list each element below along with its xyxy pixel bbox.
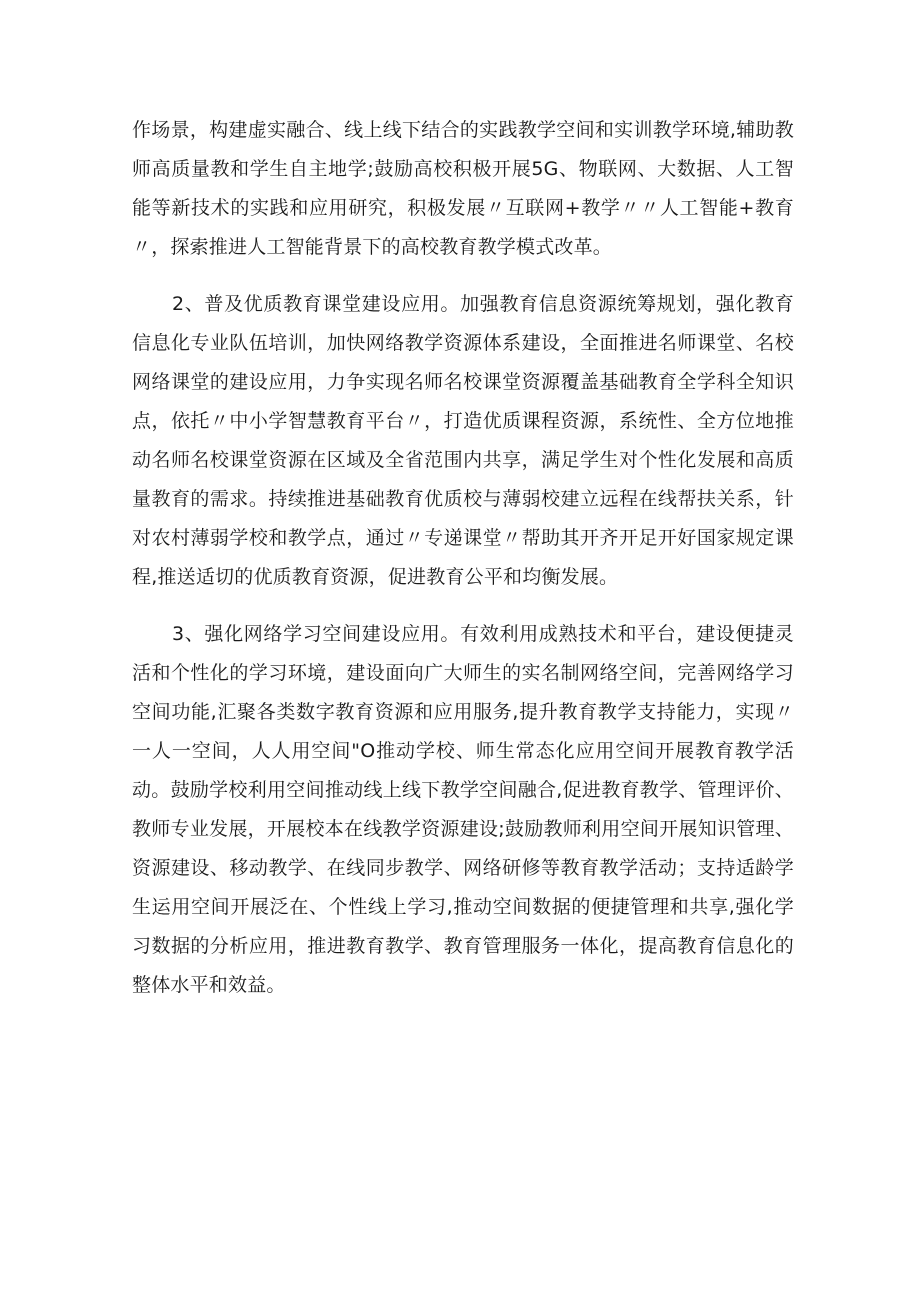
paragraph-section-3: 3、强化网络学习空间建设应用。有效利用成熟技术和平台，建设便捷灵活和个性化的学习环境，建设面向广大师生的实名制网络空间，完善网络学习空间功能,汇聚各类数字教育资源和应用服务,提升教育教学支持能力，实现〃一人一空间，人人用空间"O推动学校、师生常态化应用空间开展教育教学活动。鼓励学校利用空间推动线上线下教学空间融合,促进教育教学、管理评价、教师专业发展，开展校本在线教学资源建设;鼓励教师利用空间开展知识管理、资源建设、移动教学、在线同步教学、网络研修等教育教学活动；支持适龄学生运用空间开展泛在、个性线上学习,推动空间数据的便捷管理和共享,强化学习数据的分析应用，推进教育教学、教育管理服务一体化，提高教育信息化的整体水平和效益。 bbox=[132, 623, 794, 996]
paragraph-section-2: 2、普及优质教育课堂建设应用。加强教育信息资源统筹规划，强化教育信息化专业队伍培训，加快网络教学资源体系建设，全面推进名师课堂、名校网络课堂的建设应用，力争实现名师名校课堂资源覆盖基础教育全学科全知识点，依托〃中小学智慧教育平台〃，打造优质课程资源，系统性、全方位地推动名师名校课堂资源在区域及全省范围内共享，满足学生对个性化发展和高质量教育的需求。持续推进基础教育优质校与薄弱校建立远程在线帮扶关系，针对农村薄弱学校和教学点，通过〃专递课堂〃帮助其开齐开足开好国家规定课程,推送适切的优质教育资源，促进教育公平和均衡发展。 bbox=[132, 293, 794, 588]
document-body bbox=[132, 111, 794, 1005]
paragraph-continuation: 作场景，构建虚实融合、线上线下结合的实践教学空间和实训教学环境,辅助教师高质量教和学生自主地学;鼓励高校积极开展5G、物联网、大数据、人工智能等新技术的实践和应用研究，积极发展〃互联网+教学〃〃人工智能+教育〃，探索推进人工智能背景下的高校教育教学模式改革。 bbox=[132, 119, 794, 258]
